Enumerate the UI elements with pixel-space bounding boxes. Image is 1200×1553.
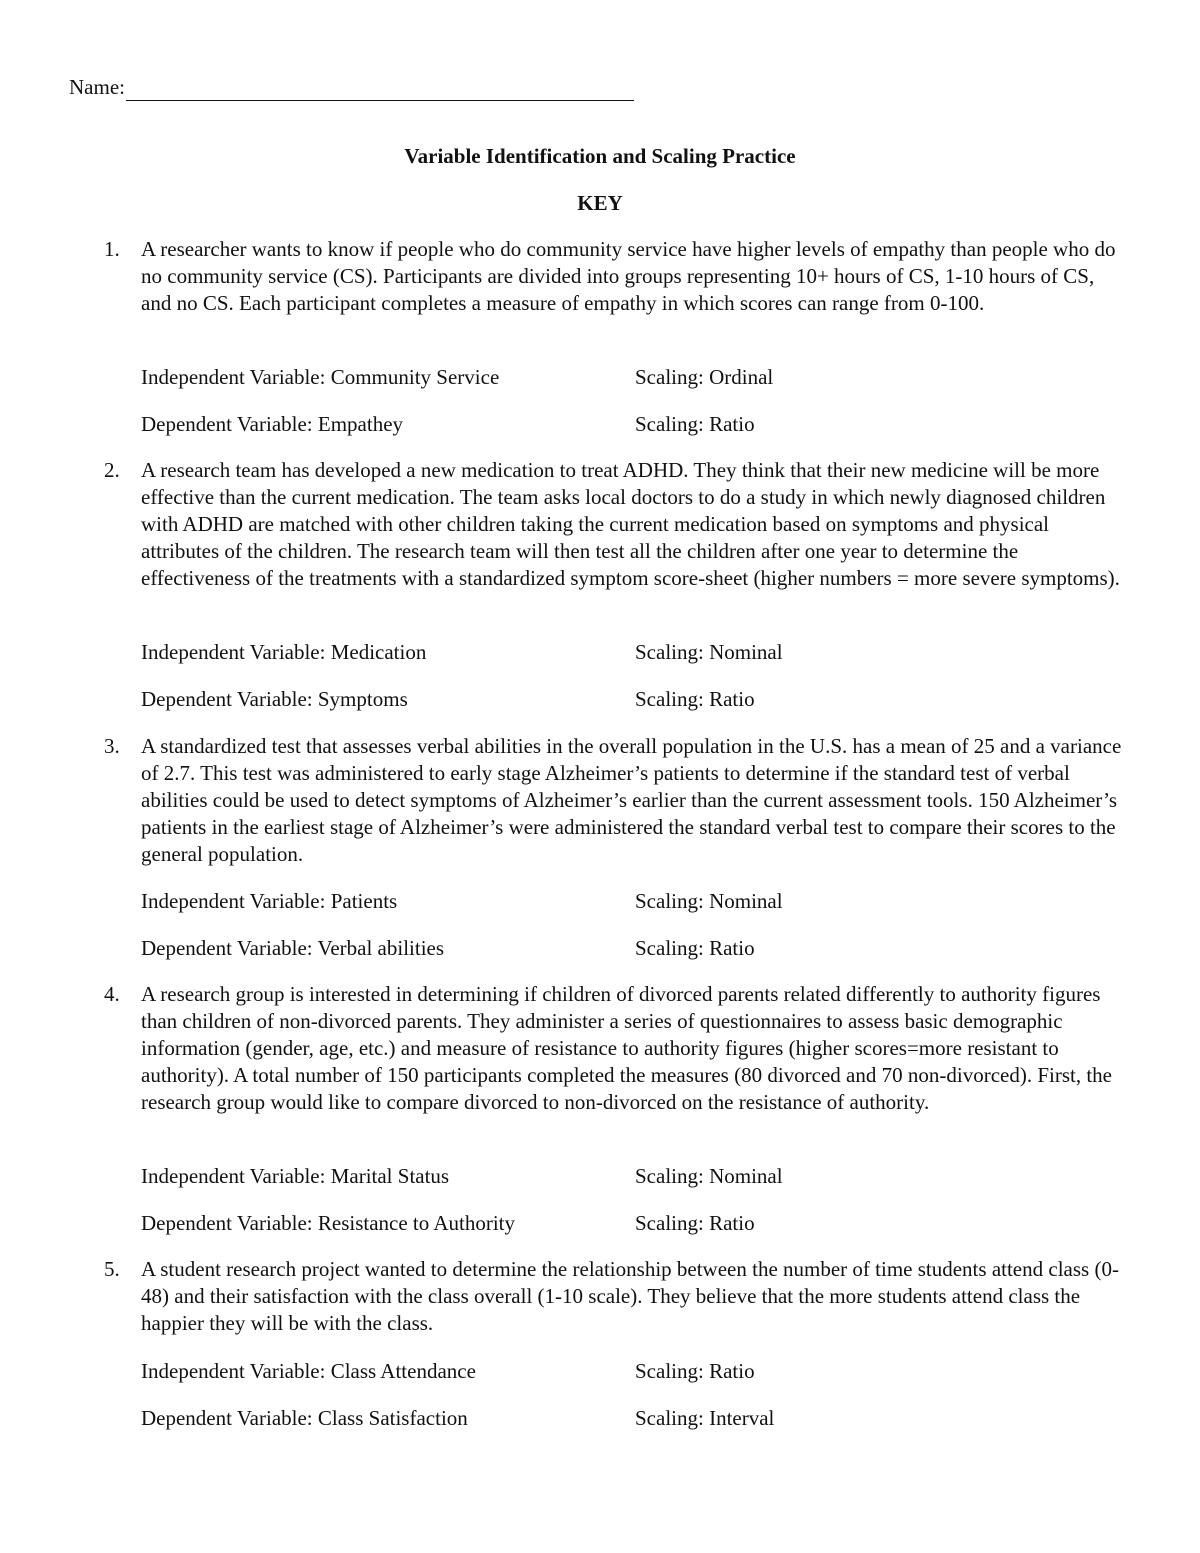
question-text: A research team has developed a new medication to treat ADHD. They think that their new medicine will be more effective than the current medication. The team asks local doctors to do a study in which newly diagnosed children with ADHD are matched with other children taking the current medication based on symptoms and physical attributes of the children. The research team will then test all the children after one year to determine the effectiveness of the treatments with a standardized symptom score-sheet (higher numbers = more severe symptoms). bbox=[141, 458, 1120, 590]
dependent-scaling: Scaling: Ratio bbox=[635, 936, 755, 960]
independent-variable: Independent Variable: Marital Status bbox=[141, 1164, 450, 1188]
key-label: KEY bbox=[577, 191, 623, 215]
independent-scaling: Scaling: Nominal bbox=[635, 640, 783, 664]
q1-independent-row bbox=[141, 364, 1121, 391]
q4-independent-row bbox=[141, 1163, 1121, 1190]
question-number: 2. bbox=[104, 458, 120, 482]
dependent-variable: Dependent Variable: Symptoms bbox=[141, 687, 408, 711]
question-number: 4. bbox=[104, 982, 120, 1006]
question-text: A researcher wants to know if people who do community service have higher levels of empathy than people who do no community service (CS). Participants are divided into groups representing 10+ hours of CS, 1-10 hours of CS, and no CS. Each participant completes a measure of empathy in which scores can range from 0-100. bbox=[141, 237, 1116, 315]
dependent-variable: Dependent Variable: Verbal abilities bbox=[141, 936, 445, 960]
independent-variable: Independent Variable: Community Service bbox=[141, 365, 500, 389]
q3-independent-row bbox=[141, 888, 1121, 915]
q2-dependent-row bbox=[141, 686, 1121, 713]
dependent-variable: Dependent Variable: Empathey bbox=[141, 412, 404, 436]
name-field-row bbox=[69, 74, 634, 101]
dependent-scaling: Scaling: Ratio bbox=[635, 687, 755, 711]
independent-variable: Independent Variable: Medication bbox=[141, 640, 427, 664]
independent-scaling: Scaling: Ordinal bbox=[635, 365, 774, 389]
independent-variable: Independent Variable: Class Attendance bbox=[141, 1359, 476, 1383]
question-text: A standardized test that assesses verbal abilities in the overall population in the U.S. has a mean of 25 and a variance of 2.7. This test was administered to early stage Alzheimer’s patients to determine if the standard test of verbal abilities could be used to detect symptoms of Alzheimer’s earlier than the current assessment tools. 150 Alzheimer’s patients in the earliest stage of Alzheimer’s were administered the standard verbal test to compare their scores to the general population. bbox=[141, 734, 1122, 866]
independent-scaling: Scaling: Nominal bbox=[635, 889, 783, 913]
question-text: A research group is interested in determining if children of divorced parents related differently to authority figures than children of non-divorced parents. They administer a series of questionnaires to assess basic demographic information (gender, age, etc.) and measure of resistance to authority figures (higher scores=more resistant to authority). A total number of 150 participants completed the measures (80 divorced and 70 non-divorced). First, the research group would like to compare divorced to non-divorced on the resistance of authority. bbox=[141, 982, 1113, 1114]
dependent-variable: Dependent Variable: Class Satisfaction bbox=[141, 1406, 468, 1430]
dependent-scaling: Scaling: Interval bbox=[635, 1406, 775, 1430]
question-text: A student research project wanted to determine the relationship between the number of time students attend class (0-48) and their satisfaction with the class overall (1-10 scale). They believe that the more students attend class the happier they will be with the class. bbox=[141, 1257, 1119, 1335]
question-number: 5. bbox=[104, 1257, 120, 1281]
independent-scaling: Scaling: Nominal bbox=[635, 1164, 783, 1188]
question-number: 3. bbox=[104, 734, 120, 758]
name-blank-line bbox=[126, 78, 634, 101]
question-number: 1. bbox=[104, 237, 120, 261]
dependent-scaling: Scaling: Ratio bbox=[635, 412, 755, 436]
q2-independent-row bbox=[141, 639, 1121, 666]
q4-dependent-row bbox=[141, 1210, 1121, 1237]
q3-dependent-row bbox=[141, 935, 1121, 962]
dependent-variable: Dependent Variable: Resistance to Authority bbox=[141, 1211, 516, 1235]
independent-variable: Independent Variable: Patients bbox=[141, 889, 398, 913]
dependent-scaling: Scaling: Ratio bbox=[635, 1211, 755, 1235]
q5-dependent-row bbox=[141, 1405, 1121, 1432]
name-label: Name: bbox=[69, 75, 125, 99]
q5-independent-row bbox=[141, 1358, 1121, 1385]
independent-scaling: Scaling: Ratio bbox=[635, 1359, 755, 1383]
document-title: Variable Identification and Scaling Practice bbox=[404, 144, 796, 168]
q1-dependent-row bbox=[141, 411, 1121, 438]
